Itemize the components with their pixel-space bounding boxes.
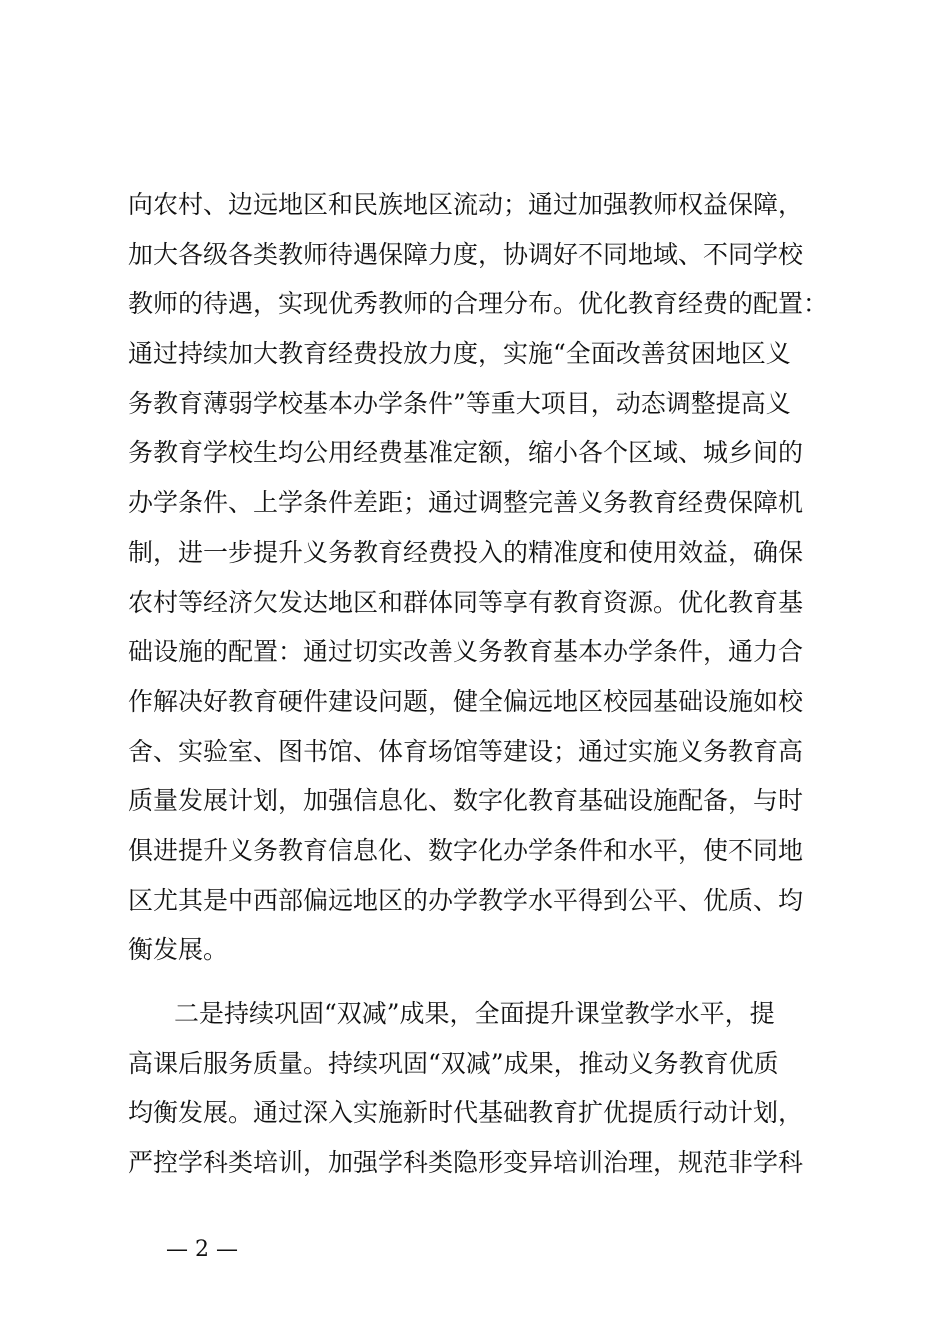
paragraph-2 <box>128 989 852 1188</box>
text-line: 质量发展计划，加强信息化、数字化教育基础设施配备，与时 <box>128 786 804 816</box>
text-line: 务教育学校生均公用经费基准定额，缩小各个区域、城乡间的 <box>128 438 804 468</box>
text-line: 高课后服务质量。持续巩固“双减”成果，推动义务教育优质 <box>128 1048 779 1078</box>
text-line: 俱进提升义务教育信息化、数字化办学条件和水平，使不同地 <box>128 835 804 865</box>
text-line: 制，进一步提升义务教育经费投入的精准度和使用效益，确保 <box>128 537 804 567</box>
text-line: 教师的待遇，实现优秀教师的合理分布。优化教育经费的配置： <box>128 289 829 319</box>
text-line: 务教育薄弱学校基本办学条件”等重大项目，动态调整提高义 <box>128 388 791 418</box>
text-line: 严控学科类培训，加强学科类隐形变异培训治理，规范非学科 <box>128 1148 804 1178</box>
text-line: 衡发展。 <box>128 935 229 965</box>
text-line: 作解决好教育硬件建设问题，健全偏远地区校园基础设施如校 <box>128 686 804 716</box>
text-line: 向农村、边远地区和民族地区流动；通过加强教师权益保障， <box>128 190 804 219</box>
page-number: — 2 — <box>166 1237 238 1262</box>
text-line: 均衡发展。通过深入实施新时代基础教育扩优提质行动计划， <box>128 1098 804 1128</box>
text-line: 区尤其是中西部偏远地区的办学教学水平得到公平、优质、均 <box>128 885 804 915</box>
text-line: 加大各级各类教师待遇保障力度，协调好不同地域、不同学校 <box>128 239 804 269</box>
text-line: 办学条件、上学条件差距；通过调整完善义务教育经费保障机 <box>128 488 804 518</box>
text-line: 舍、实验室、图书馆、体育场馆等建设；通过实施义务教育高 <box>128 736 804 766</box>
text-line: 农村等经济欠发达地区和群体同等享有教育资源。优化教育基 <box>128 587 804 617</box>
text-line: 通过持续加大教育经费投放力度，实施“全面改善贫困地区义 <box>128 339 791 369</box>
body-text <box>128 180 852 1188</box>
text-line: 二是持续巩固“双减”成果，全面提升课堂教学水平，提 <box>174 999 775 1028</box>
paragraph-1 <box>128 180 852 975</box>
paragraph-spacer <box>128 975 852 989</box>
text-line: 础设施的配置：通过切实改善义务教育基本办学条件，通力合 <box>128 637 804 667</box>
